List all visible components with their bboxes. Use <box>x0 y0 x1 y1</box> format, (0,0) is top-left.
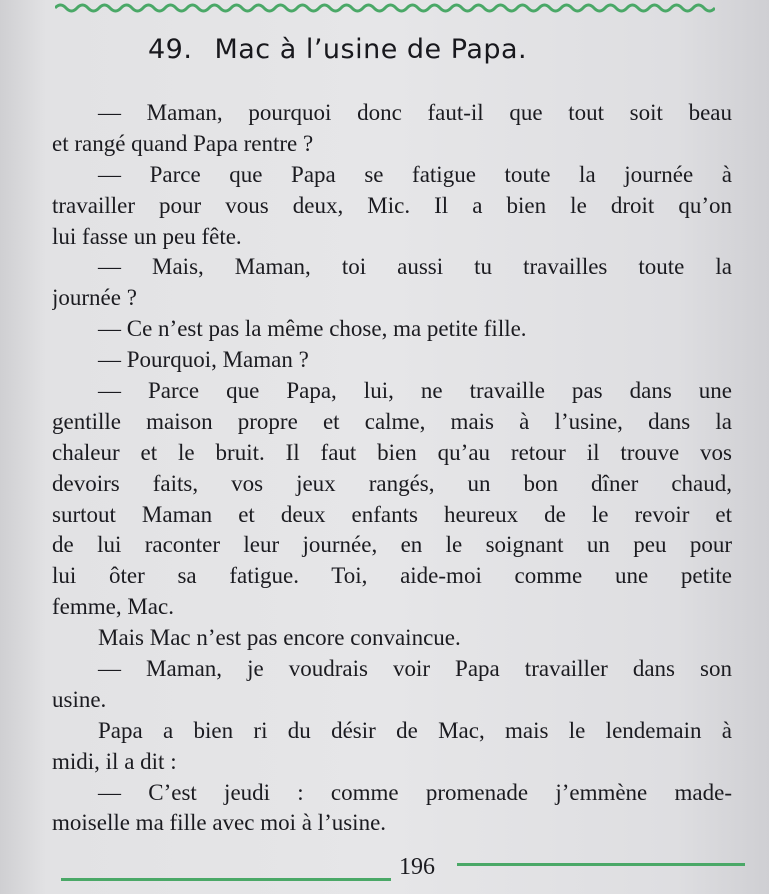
text-line: midi, il a dit : <box>52 748 177 774</box>
text-line: — Maman, je voudrais voir Papa travailler dans son <box>98 656 732 682</box>
text-line: — Pourquoi, Maman ? <box>98 347 309 373</box>
page-footer <box>55 852 755 886</box>
text-line: Mais Mac n’est pas encore convaincue. <box>98 625 461 651</box>
text-line: et rangé quand Papa rentre ? <box>52 130 314 156</box>
text-line: lui fasse un peu fête. <box>52 223 242 249</box>
text-line: Papa a bien ri du désir de Mac, mais le lendemain à <box>98 717 732 743</box>
text-line: — Maman, pourquoi donc faut-il que tout soit beau <box>98 100 732 125</box>
footer-rule-right <box>457 863 745 866</box>
text-line: moiselle ma fille avec moi à l’usine. <box>52 810 387 836</box>
chapter-title <box>148 34 527 65</box>
text-line: femme, Mac. <box>52 594 174 620</box>
chapter-number: 49. <box>148 34 193 65</box>
chapter-body-text <box>52 98 732 839</box>
text-line: — Mais, Maman, toi aussi tu travailles toute la <box>98 254 732 280</box>
text-line: travailler pour vous deux, Mic. Il a bien le droit qu’on <box>52 192 732 218</box>
top-wavy-rule <box>55 0 715 22</box>
text-line: lui ôter sa fatigue. Toi, aide-moi comme une petite <box>52 563 732 589</box>
text-line: — Ce n’est pas la même chose, ma petite fille. <box>98 316 527 342</box>
text-line: — Parce que Papa, lui, ne travaille pas dans une <box>98 378 732 404</box>
text-line: — Parce que Papa se fatigue toute la journée à <box>98 161 732 187</box>
chapter-title-text: Mac à l’usine de Papa. <box>214 34 528 65</box>
footer-rule-left <box>61 878 391 881</box>
text-line: gentille maison propre et calme, mais à l’usine, dans la <box>52 408 732 434</box>
text-line: devoirs faits, vos jeux rangés, un bon dîner chaud, <box>52 470 732 496</box>
text-line: journée ? <box>52 285 137 311</box>
text-line: de lui raconter leur journée, en le soignant un peu pour <box>52 532 732 558</box>
text-line: chaleur et le bruit. Il faut bien qu’au retour il trouve vos <box>52 439 732 465</box>
text-line: — C’est jeudi : comme promenade j’emmène made- <box>98 779 732 805</box>
text-line: surtout Maman et deux enfants heureux de le revoir et <box>52 501 732 527</box>
page-number: 196 <box>399 854 435 880</box>
text-line: usine. <box>52 686 107 712</box>
